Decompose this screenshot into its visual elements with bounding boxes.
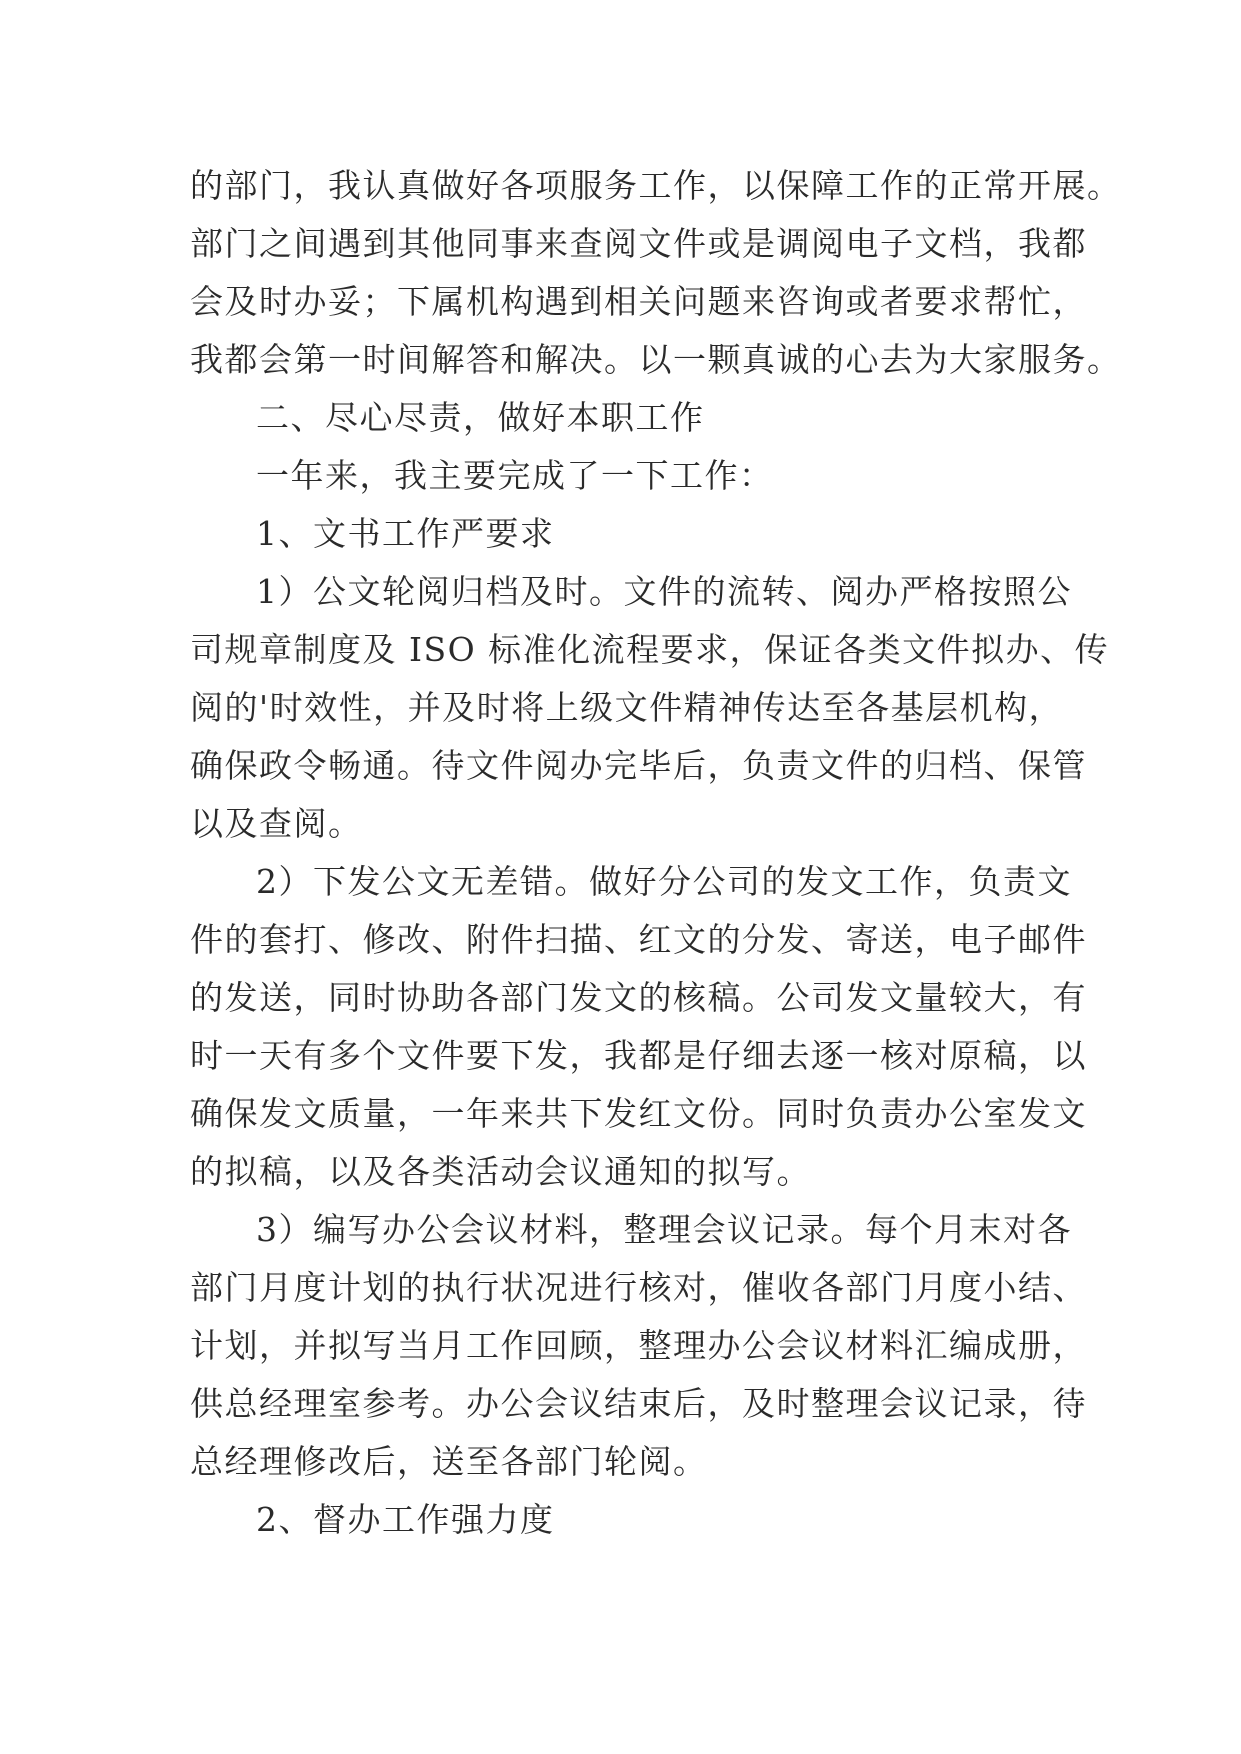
text-line: 供总经理室参考。办公会议结束后，及时整理会议记录，待 [190,1384,1087,1423]
text-line: 以及查阅。 [190,804,363,843]
document-body [190,157,1122,1549]
text-line: 的发送，同时协助各部门发文的核稿。公司发文量较大，有 [190,978,1087,1017]
text-line: 阅的'时效性，并及时将上级文件精神传达至各基层机构， [190,688,1064,727]
text-line: 我都会第一时间解答和解决。以一颗真诚的心去为大家服务。 [190,340,1122,379]
text-line: 会及时办妥；下属机构遇到相关问题来咨询或者要求帮忙， [190,282,1087,321]
paragraph-first-line: 2）下发公文无差错。做好分公司的发文工作，负责文 [256,862,1072,901]
paragraph-first-line: 3）编写办公会议材料，整理会议记录。每个月末对各 [256,1210,1072,1249]
text-line: 部门月度计划的执行状况进行核对，催收各部门月度小结、 [190,1268,1087,1307]
text-line: 总经理修改后，送至各部门轮阅。 [190,1442,708,1481]
paragraph-first-line: 一年来，我主要完成了一下工作： [256,456,774,495]
text-line: 的拟稿，以及各类活动会议通知的拟写。 [190,1152,811,1191]
text-line: 部门之间遇到其他同事来查阅文件或是调阅电子文档，我都 [190,224,1087,263]
paragraph-first-line: 1）公文轮阅归档及时。文件的流转、阅办严格按照公 [256,572,1072,611]
text-line: 确保发文质量，一年来共下发红文份。同时负责办公室发文 [190,1094,1087,1133]
text-line: 确保政令畅通。待文件阅办完毕后，负责文件的归档、保管 [190,746,1087,785]
text-line: 司规章制度及 ISO 标准化流程要求，保证各类文件拟办、传 [190,630,1110,669]
paragraph-first-line: 1、文书工作严要求 [256,514,555,553]
text-line: 件的套打、修改、附件扫描、红文的分发、寄送，电子邮件 [190,920,1087,959]
text-line: 时一天有多个文件要下发，我都是仔细去逐一核对原稿，以 [190,1036,1087,1075]
text-line: 的部门，我认真做好各项服务工作，以保障工作的正常开展。 [190,166,1122,205]
paragraph-first-line: 2、督办工作强力度 [256,1500,555,1539]
paragraph-first-line: 二、尽心尽责，做好本职工作 [256,398,705,437]
text-line: 计划，并拟写当月工作回顾，整理办公会议材料汇编成册， [190,1326,1087,1365]
